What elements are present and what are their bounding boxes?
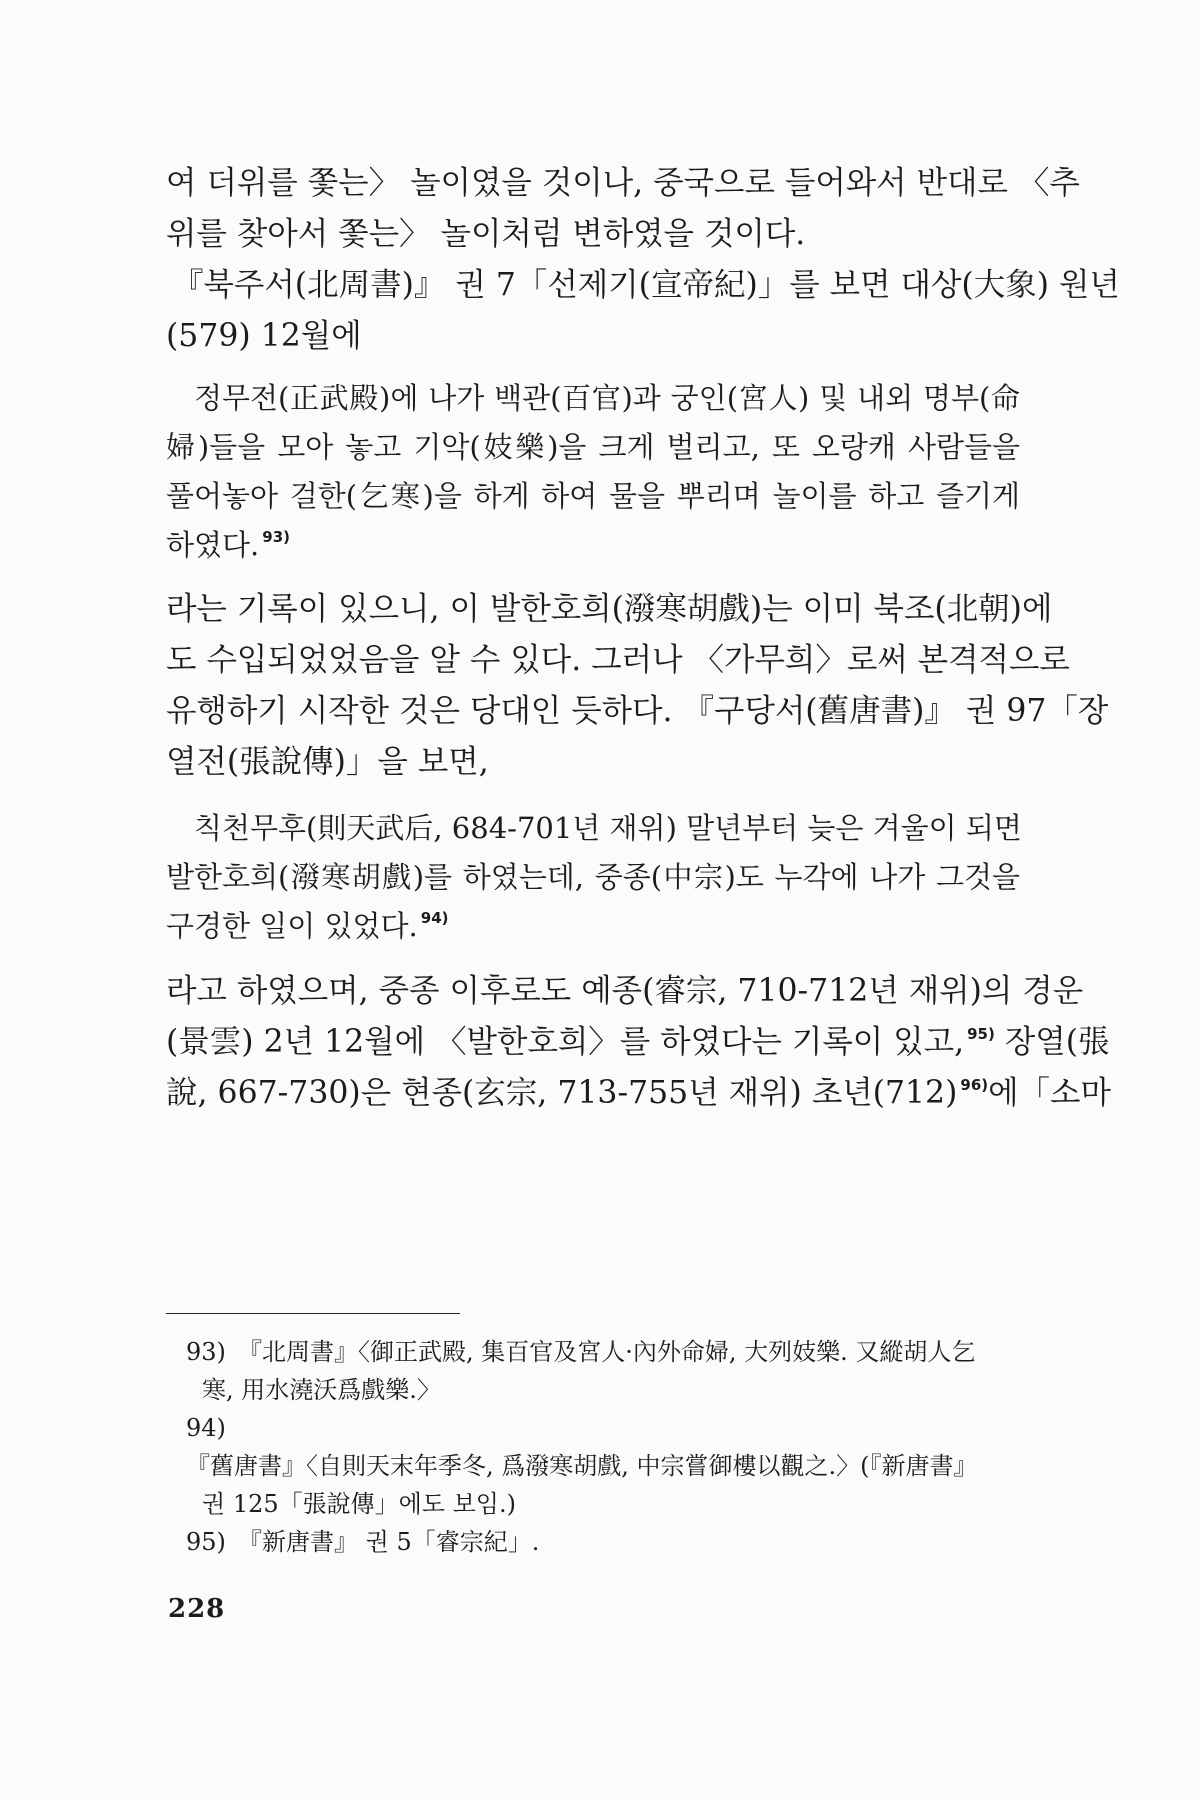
footnote-text: 『北周書』〈御正武殿, 集百官及宮人·內外命婦, 大列妓樂. 又縱胡人乞	[238, 1338, 976, 1366]
paragraph-3	[166, 966, 1111, 1119]
paragraph-line: (579) 12월에	[166, 318, 362, 354]
page-number: 228	[168, 1594, 226, 1624]
paragraph-line: 도 수입되었었음을 알 수 있다. 그러나 〈가무희〉로써 본격적으로	[166, 642, 1070, 678]
paragraph-1	[166, 158, 1120, 362]
footnote-text: 『舊唐書』〈自則天末年季冬, 爲潑寒胡戲, 中宗嘗御樓以觀之.〉(『新唐書』	[186, 1452, 978, 1480]
paragraph-2	[166, 584, 1109, 788]
quote-line: 정무전(正武殿)에 나가 백관(百官)과 궁인(宮人) 및 내외 명부(命	[194, 381, 1020, 415]
paragraph-line: 위를 찾아서 쫓는〉 놀이처럼 변하였을 것이다.	[166, 216, 806, 252]
footnote-number: 95)	[186, 1528, 226, 1556]
footnote-divider	[166, 1313, 460, 1314]
footnote-text: 『新唐書』 권 5「睿宗紀」.	[238, 1528, 540, 1556]
quote-line: 하였다.	[166, 528, 260, 562]
footnote-ref-95[interactable]: 95)	[967, 1025, 995, 1043]
footnote-text-continued: 권 125「張說傳」에도 보임.)	[202, 1490, 516, 1518]
quote-line: 풀어놓아 걸한(乞寒)을 하게 하여 물을 뿌리며 놀이를 하고 즐기게	[166, 479, 1020, 513]
block-quote-1	[166, 374, 1020, 570]
paragraph-text: 說, 667-730)은 현종(玄宗, 713-755년 재위) 초년(712)	[166, 1075, 958, 1111]
paragraph-line: 유행하기 시작한 것은 당대인 듯하다. 『구당서(舊唐書)』 권 97「장	[166, 693, 1109, 729]
footnote-95	[186, 1523, 1022, 1561]
paragraph-text: 장열(張	[1004, 1024, 1110, 1060]
footnote-ref-94[interactable]: 94)	[420, 909, 449, 927]
block-quote-2	[166, 804, 1022, 951]
footnote-94	[186, 1409, 1022, 1523]
footnote-93	[186, 1333, 1022, 1409]
footnote-ref-96[interactable]: 96)	[960, 1076, 989, 1094]
paragraph-text: 에「소마	[988, 1075, 1111, 1111]
paragraph-line: 라고 하였으며, 중종 이후로도 예종(睿宗, 710-712년 재위)의 경운	[166, 973, 1084, 1009]
quote-line: 婦)들을 모아 놓고 기악(妓樂)을 크게 벌리고, 또 오랑캐 사람들을	[166, 430, 1020, 464]
footnotes	[186, 1333, 1022, 1561]
footnote-number: 93)	[186, 1338, 226, 1366]
paragraph-line: 라는 기록이 있으니, 이 발한호희(潑寒胡戲)는 이미 북조(北朝)에	[166, 591, 1053, 627]
footnote-text-continued: 寒, 用水澆沃爲戲樂.〉	[202, 1376, 441, 1404]
quote-line: 발한호희(潑寒胡戲)를 하였는데, 중종(中宗)도 누각에 나가 그것을	[166, 860, 1020, 894]
paragraph-text: (景雲) 2년 12월에 〈발한호희〉를 하였다는 기록이 있고,	[166, 1024, 965, 1060]
footnote-ref-93[interactable]: 93)	[262, 528, 290, 546]
quote-line: 구경한 일이 있었다.	[166, 909, 418, 943]
paragraph-line: 여 더위를 쫓는〉 놀이였을 것이나, 중국으로 들어와서 반대로 〈추	[166, 165, 1080, 201]
quote-line: 칙천무후(則天武后, 684-701년 재위) 말년부터 늦은 겨울이 되면	[194, 811, 1022, 845]
footnote-number: 94)	[186, 1414, 226, 1442]
paragraph-line: 열전(張說傳)」을 보면,	[166, 744, 489, 780]
paragraph-line: 『북주서(北周書)』 권 7「선제기(宣帝紀)」를 보면 대상(大象) 원년	[172, 267, 1120, 303]
